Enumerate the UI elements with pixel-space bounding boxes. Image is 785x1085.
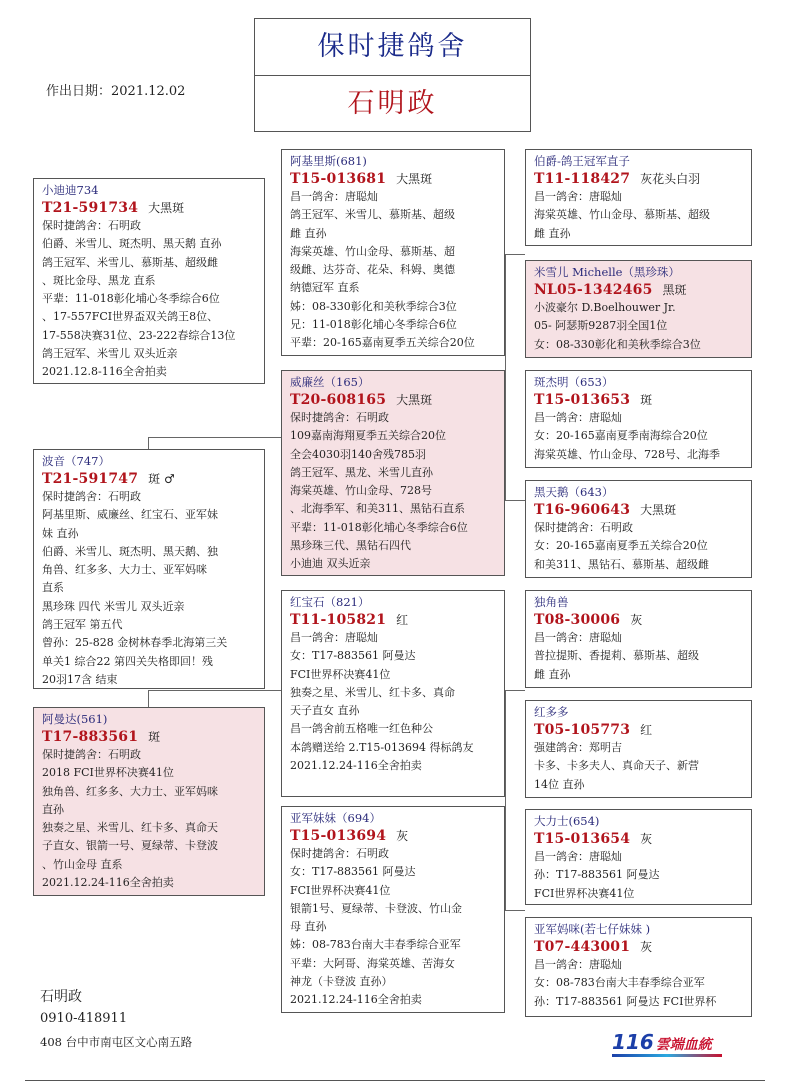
note-line: 雌 直孙	[290, 226, 327, 240]
bird-notes	[534, 848, 745, 903]
note-line: 2021.12.24-116全舍拍卖	[42, 876, 174, 890]
connector	[505, 690, 506, 910]
ring-number: T11-105821 红	[290, 612, 409, 628]
bird-notes	[290, 845, 498, 1010]
note-line: 109嘉南海翔夏季五关综合20位	[290, 429, 446, 443]
ring-number: T15-013653 斑	[534, 392, 653, 408]
note-line: 孙：T17-883561 阿曼达	[534, 868, 660, 882]
bird-name: 波音（747）	[42, 454, 110, 468]
bird-name: 红多多	[534, 705, 569, 719]
connector	[148, 690, 281, 691]
bird-name: 阿曼达(561)	[42, 712, 108, 726]
note-line: 姊：08-783台南大丰春季综合亚军	[290, 938, 461, 952]
logo-underline	[612, 1054, 722, 1057]
bird-notes	[534, 739, 745, 794]
note-line: 鸽王冠军、米雪儿 双头近亲	[42, 347, 178, 361]
note-line: 姊：08-330彰化和美秋季综合3位	[290, 299, 457, 313]
note-line: 女：T17-883561 阿曼达	[290, 865, 416, 879]
ring-number: NL05-1342465 黑斑	[534, 282, 687, 298]
connector	[505, 690, 525, 691]
note-line: 黑珍珠 四代 米雪儿 双头近亲	[42, 599, 185, 613]
ring-number: T07-443001 灰	[534, 939, 653, 955]
pedigree-sire	[33, 449, 265, 689]
bird-notes	[534, 409, 745, 464]
note-line: 昌一鸽舍：唐聪灿	[534, 190, 622, 203]
note-line: 女：20-165嘉南夏季南海综合20位	[534, 429, 708, 443]
connector	[505, 254, 525, 255]
connector	[505, 254, 506, 500]
contact-phone: 0910-418911	[40, 1011, 128, 1026]
plumage-color: 大黑斑	[396, 393, 433, 407]
note-line: 、北海季军、和美311、黑钻石直系	[290, 502, 465, 516]
note-line: 海棠英雄、竹山金母、728号	[290, 484, 432, 498]
note-line: 平辈：20-165嘉南夏季五关综合20位	[290, 336, 475, 350]
note-line: 昌一鸽舍：唐聪灿	[534, 958, 622, 971]
pedigree-dsd	[525, 700, 752, 798]
ring-number: T21-591747 斑 ♂	[42, 471, 175, 487]
note-line: 女：08-783台南大丰春季综合亚军	[534, 976, 705, 990]
bird-name: 威廉丝（165）	[290, 375, 370, 389]
plumage-color: 大黑斑	[396, 172, 433, 186]
bird-name: 大力士(654)	[534, 814, 600, 828]
note-line: 、竹山金母 直系	[42, 857, 123, 871]
pedigree-dam-sire	[281, 590, 505, 797]
owner-title: 石明政	[347, 88, 438, 119]
note-line: 2021.12.24-116全舍拍卖	[290, 759, 422, 773]
bird-name: 黑天鹅（643）	[534, 485, 614, 499]
note-line: 昌一鸽舍前五格唯一红色种公	[290, 722, 433, 736]
note-line: 直系	[42, 581, 64, 595]
note-line: 神龙（卡登波 直孙）	[290, 975, 393, 989]
note-line: 、斑比金母、黑龙 直系	[42, 273, 156, 287]
note-line: 17-558决赛31位、23-222春综合13位	[42, 328, 236, 342]
ring-number: T15-013681 大黑斑	[290, 171, 433, 187]
plumage-color: 红	[640, 723, 653, 737]
note-line: 2021.12.24-116全舍拍卖	[290, 993, 422, 1007]
note-line: FCI世界杯决赛41位	[290, 667, 391, 681]
connector	[148, 437, 281, 438]
note-line: 小波豪尔 D.Boelhouwer Jr.	[534, 301, 676, 314]
bird-notes	[534, 299, 745, 354]
note-line: 2021.12.8-116全舍拍卖	[42, 365, 167, 379]
note-line: 海棠英雄、竹山金母、728号、北海季	[534, 447, 720, 461]
bird-notes	[42, 746, 258, 892]
ring-number: T15-013694 灰	[290, 828, 409, 844]
note-line: 银箭1号、夏绿蒂、卡登波、竹山金	[290, 901, 462, 915]
pedigree-ssd	[525, 260, 752, 358]
note-line: 直孙	[42, 802, 64, 816]
note-line: 本鸽赠送给 2.T15-013694 得标鸽友	[290, 740, 474, 754]
note-line: 平辈：11-018彰化埔心冬季综合6位	[42, 292, 220, 306]
pedigree-sire-dam	[281, 370, 505, 576]
note-line: 天子直女 直孙	[290, 704, 360, 718]
pedigree-dss	[525, 590, 752, 688]
note-line: 孙：T17-883561 阿曼达 FCI世界杯	[534, 994, 717, 1008]
note-line: 小迪迪 双头近亲	[290, 557, 371, 571]
ring-number: T16-960643 大黑斑	[534, 502, 677, 518]
plumage-color: 黑斑	[662, 283, 687, 297]
plumage-color: 灰	[640, 832, 653, 846]
note-line: 海棠英雄、竹山金母、慕斯基、超	[290, 244, 455, 258]
note-line: 雌 直孙	[534, 226, 571, 240]
contact-address: 408 台中市南屯区文心南五路	[40, 1035, 193, 1049]
note-line: 女：08-330彰化和美秋季综合3位	[534, 337, 701, 351]
bird-name: 阿基里斯(681)	[290, 154, 367, 168]
note-line: 独奏之星、米雪儿、红卡多、真命	[290, 685, 455, 699]
note-line: 保时捷鸽舍：石明政	[534, 521, 633, 534]
logo-number: 116	[612, 1030, 654, 1054]
plumage-color: 灰	[630, 613, 643, 627]
pedigree-sds	[525, 370, 752, 468]
plumage-color: 红	[396, 613, 409, 627]
note-line: 卡多、卡多夫人、真命天子、新营	[534, 759, 699, 773]
note-line: 14位 直孙	[534, 777, 585, 791]
bird-name: 亚军妹妹（694）	[290, 811, 381, 825]
loft-title: 保时捷鸽舍	[255, 19, 530, 76]
ring-number: T08-30006 灰	[534, 612, 643, 628]
bird-notes	[534, 956, 745, 1011]
ring-number: T17-883561 斑	[42, 729, 161, 745]
note-line: 女：T17-883561 阿曼达	[290, 649, 416, 663]
bird-name: 独角兽	[534, 595, 569, 609]
note-line: 普拉提斯、香提莉、慕斯基、超级	[534, 649, 699, 663]
note-line: 母 直孙	[290, 920, 327, 934]
note-line: 昌一鸽舍：唐聪灿	[534, 411, 622, 424]
note-line: 2018 FCI世界杯决赛41位	[42, 766, 174, 780]
note-line: 平辈：大阿哥、海棠英雄、苦海女	[290, 956, 455, 970]
connector	[505, 910, 525, 911]
bird-name: 米雪儿 Michelle（黑珍珠）	[534, 265, 680, 279]
pedigree-dds	[525, 809, 752, 905]
logo	[612, 1030, 732, 1056]
bird-notes	[534, 629, 745, 684]
bird-notes	[42, 488, 258, 689]
note-line: 鸽王冠军、黑龙、米雪儿直孙	[290, 465, 433, 479]
plumage-color: 斑 ♂	[148, 472, 175, 486]
plumage-color: 灰	[396, 829, 409, 843]
pedigree-ddd	[525, 917, 752, 1017]
note-line: 角兽、红多多、大力士、亚军妈咪	[42, 563, 207, 577]
note-line: 女：20-165嘉南夏季五关综合20位	[534, 539, 708, 553]
note-line: 昌一鸽舍：唐聪灿	[534, 631, 622, 644]
ring-number: T05-105773 红	[534, 722, 653, 738]
note-line: 级雌、达芬奇、花朵、科姆、奥德	[290, 263, 455, 277]
note-line: 05- 阿瑟斯9287羽全国1位	[534, 319, 668, 333]
note-line: 独角兽、红多多、大力士、亚军妈咪	[42, 784, 218, 798]
note-line: FCI世界杯决赛41位	[534, 886, 635, 900]
note-line: 强建鸽舍：郑明吉	[534, 741, 622, 754]
plumage-color: 灰	[640, 940, 653, 954]
issue-date: 作出日期：2021.12.02	[46, 84, 186, 99]
note-line: 、17-557FCI世界盃双关鸽王8位、	[42, 310, 219, 324]
plumage-color: 斑	[640, 393, 653, 407]
ring-number: T15-013654 灰	[534, 831, 653, 847]
note-line: 伯爵、米雪儿、斑杰明、黑天鹅 直孙	[42, 237, 222, 251]
note-line: 和美311、黑钻石、慕斯基、超级雌	[534, 557, 709, 571]
note-line: 保时捷鸽舍：石明政	[42, 219, 141, 232]
bird-name: 亚军妈咪(若七仔妹妹 )	[534, 922, 651, 936]
pedigree-sire-sire	[281, 149, 505, 356]
ring-number: T21-591734 大黑斑	[42, 200, 185, 216]
pedigree-dam-dam	[281, 806, 505, 1013]
ring-number: T20-608165 大黑斑	[290, 392, 433, 408]
note-line: 雌 直孙	[534, 667, 571, 681]
note-line: 保时捷鸽舍：石明政	[290, 411, 389, 424]
note-line: 伯爵、米雪儿、斑杰明、黑天鹅、独	[42, 544, 218, 558]
connector	[148, 437, 149, 449]
bird-name: 斑杰明（653）	[534, 375, 614, 389]
note-line: 保时捷鸽舍：石明政	[42, 490, 141, 503]
note-line: 阿基里斯、威廉丝、红宝石、亚军妹	[42, 508, 218, 522]
note-line: 保时捷鸽舍：石明政	[42, 748, 141, 761]
note-line: 妹 直孙	[42, 526, 79, 540]
note-line: 鸽王冠军、米雪儿、慕斯基、超级	[290, 208, 455, 222]
plumage-color: 斑	[148, 730, 161, 744]
note-line: 纳德冠军 直系	[290, 281, 360, 295]
plumage-color: 灰花头白羽	[640, 172, 701, 186]
bird-notes	[534, 188, 745, 243]
note-line: 子直女、银箭一号、夏绿蒂、卡登波	[42, 839, 218, 853]
title-box	[254, 18, 531, 132]
note-line: 保时捷鸽舍：石明政	[290, 847, 389, 860]
note-line: 20羽17含 结束	[42, 672, 118, 686]
pedigree-sdd	[525, 480, 752, 578]
note-line: 单关1 综合22 第四关失格即回！残	[42, 654, 213, 668]
pedigree-sss	[525, 149, 752, 246]
note-line: 鸽王冠军、米雪儿、慕斯基、超级雌	[42, 255, 218, 269]
note-line: 独奏之星、米雪儿、红卡多、真命天	[42, 821, 218, 835]
logo-text: 雲端血統	[655, 1037, 712, 1053]
bird-name: 小迪迪734	[42, 183, 99, 197]
ring-number: T11-118427 灰花头白羽	[534, 171, 701, 187]
note-line: 海棠英雄、竹山金母、慕斯基、超级	[534, 208, 710, 222]
plumage-color: 大黑斑	[148, 201, 185, 215]
bottom-divider	[25, 1080, 765, 1081]
note-line: 昌一鸽舍：唐聪灿	[290, 190, 378, 203]
connector	[148, 690, 149, 707]
bird-notes	[290, 409, 498, 574]
note-line: 昌一鸽舍：唐聪灿	[290, 631, 378, 644]
bird-notes	[290, 629, 498, 775]
note-line: FCI世界杯决赛41位	[290, 883, 391, 897]
bird-name: 红宝石（821）	[290, 595, 370, 609]
note-line: 平辈：11-018彰化埔心冬季综合6位	[290, 520, 468, 534]
connector	[505, 500, 525, 501]
pedigree-subject	[33, 178, 265, 384]
pedigree-dam	[33, 707, 265, 896]
note-line: 鸽王冠军 第五代	[42, 618, 123, 632]
note-line: 昌一鸽舍：唐聪灿	[534, 850, 622, 863]
note-line: 兄：11-018彰化埔心冬季综合6位	[290, 318, 457, 332]
bird-name: 伯爵-鸽王冠军直子	[534, 154, 630, 168]
contact-name: 石明政	[40, 989, 82, 1005]
note-line: 全会4030羽140舍残785羽	[290, 447, 426, 461]
bird-notes	[42, 217, 258, 382]
plumage-color: 大黑斑	[640, 503, 677, 517]
note-line: 曾孙：25-828 金树林春季北海第三关	[42, 636, 228, 650]
bird-notes	[534, 519, 745, 574]
note-line: 黑珍珠三代、黑钻石四代	[290, 539, 411, 553]
bird-notes	[290, 188, 498, 353]
